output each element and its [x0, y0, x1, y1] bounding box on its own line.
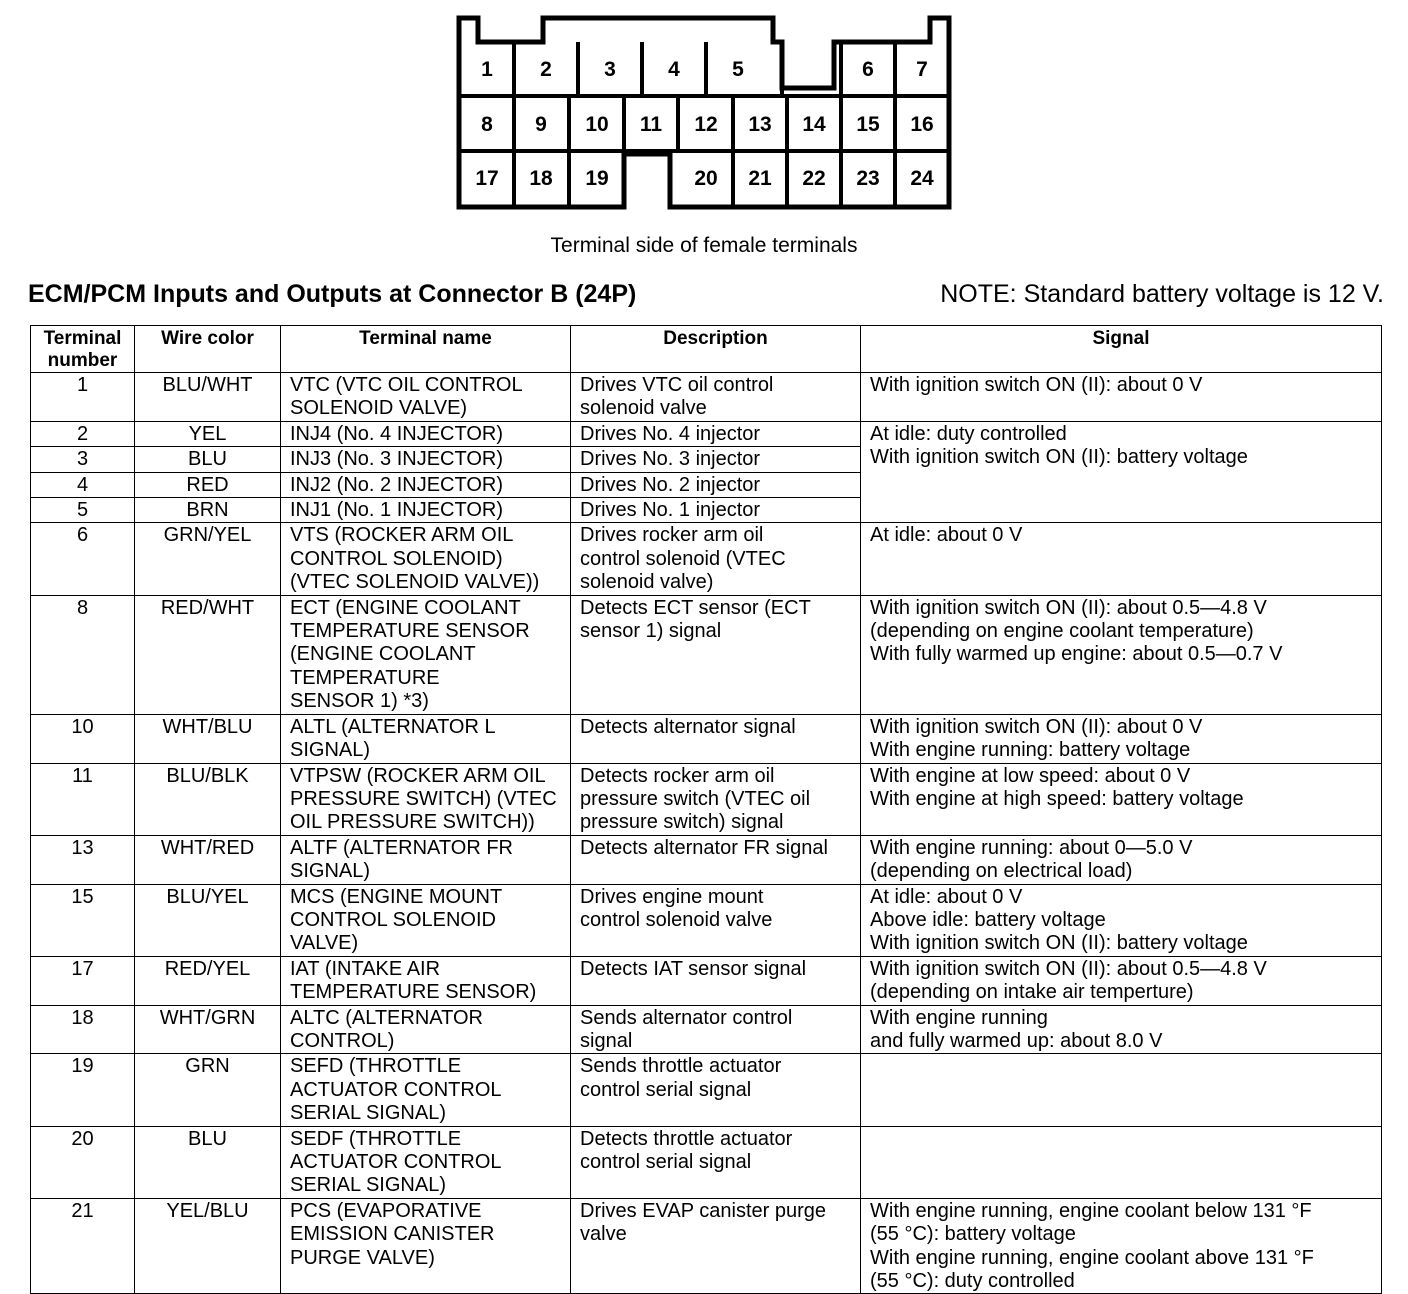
- wire-color: GRN/YEL: [135, 523, 281, 595]
- col-header-description: Description: [571, 326, 861, 373]
- signal: With engine running, engine coolant below 131 °F (55 °C): battery voltage With engine running, engine coolant above 131 °F (55 °C): duty controlled: [861, 1198, 1382, 1294]
- pin-label: 15: [856, 113, 880, 136]
- pin-label: 4: [668, 58, 680, 81]
- terminal-name: VTPSW (ROCKER ARM OIL PRESSURE SWITCH) (VTEC OIL PRESSURE SWITCH)): [281, 763, 571, 835]
- wire-color: YEL: [135, 421, 281, 446]
- wire-color: BLU: [135, 447, 281, 472]
- terminal-name: MCS (ENGINE MOUNT CONTROL SOLENOID VALVE): [281, 884, 571, 956]
- pin-label: 8: [481, 113, 493, 136]
- description: Detects alternator FR signal: [571, 835, 861, 884]
- terminal-name: INJ1 (No. 1 INJECTOR): [281, 498, 571, 523]
- description: Drives VTC oil control solenoid valve: [571, 373, 861, 422]
- terminal-name: ALTF (ALTERNATOR FR SIGNAL): [281, 835, 571, 884]
- terminal-name: ALTL (ALTERNATOR L SIGNAL): [281, 714, 571, 763]
- description: Drives engine mount control solenoid valve: [571, 884, 861, 956]
- pin-label: 16: [910, 113, 934, 136]
- terminal-number: 21: [31, 1198, 135, 1294]
- wire-color: RED: [135, 472, 281, 497]
- terminal-number: 4: [31, 472, 135, 497]
- pin-label: 5: [732, 58, 744, 81]
- pin-label: 10: [585, 113, 609, 136]
- signal: With ignition switch ON (II): about 0.5—4.8 V (depending on engine coolant temperature) With fully warmed up engine: about 0.5—0.7 V: [861, 595, 1382, 714]
- pin-label: 6: [862, 58, 874, 81]
- terminal-number: 18: [31, 1005, 135, 1054]
- pin-label: 12: [694, 113, 718, 136]
- wire-color: RED/YEL: [135, 956, 281, 1005]
- pin-label: 2: [540, 58, 552, 81]
- wire-color: WHT/BLU: [135, 714, 281, 763]
- voltage-note: NOTE: Standard battery voltage is 12 V.: [940, 280, 1384, 308]
- description: Detects IAT sensor signal: [571, 956, 861, 1005]
- pin-label: 20: [694, 167, 718, 190]
- wire-color: YEL/BLU: [135, 1198, 281, 1294]
- signal: [861, 1054, 1382, 1126]
- signal: At idle: about 0 V: [861, 523, 1382, 595]
- terminal-number: 8: [31, 595, 135, 714]
- wire-color: BLU/YEL: [135, 884, 281, 956]
- terminal-number: 3: [31, 447, 135, 472]
- table-row: [31, 884, 1382, 956]
- description: Sends throttle actuator control serial signal: [571, 1054, 861, 1126]
- col-header-terminal-name: Terminal name: [281, 326, 571, 373]
- terminal-number: 1: [31, 373, 135, 422]
- wire-color: BLU/WHT: [135, 373, 281, 422]
- wire-color: WHT/GRN: [135, 1005, 281, 1054]
- wire-color: BLU: [135, 1126, 281, 1198]
- terminal-name: IAT (INTAKE AIR TEMPERATURE SENSOR): [281, 956, 571, 1005]
- pin-label: 24: [910, 167, 934, 190]
- table-row: [31, 1005, 1382, 1054]
- table-row: [31, 956, 1382, 1005]
- pin-label: 1: [481, 58, 493, 81]
- signal: [861, 1126, 1382, 1198]
- table-row: [31, 421, 1382, 446]
- terminal-number: 5: [31, 498, 135, 523]
- signal: With engine at low speed: about 0 V With engine at high speed: battery voltage: [861, 763, 1382, 835]
- terminal-name: SEFD (THROTTLE ACTUATOR CONTROL SERIAL SIGNAL): [281, 1054, 571, 1126]
- pin-label: 18: [529, 167, 553, 190]
- description: Drives No. 4 injector: [571, 421, 861, 446]
- pin-label: 7: [916, 58, 928, 81]
- description: Drives No. 1 injector: [571, 498, 861, 523]
- terminal-number: 20: [31, 1126, 135, 1198]
- pin-label: 9: [535, 113, 547, 136]
- table-row: [31, 1054, 1382, 1126]
- io-table: [30, 325, 1382, 1294]
- wire-color: GRN: [135, 1054, 281, 1126]
- page-title: ECM/PCM Inputs and Outputs at Connector B (24P): [28, 280, 637, 308]
- pin-label: 14: [802, 113, 826, 136]
- pin-label: 23: [856, 167, 880, 190]
- col-header-terminal-number: Terminal number: [31, 326, 135, 373]
- table-row: [31, 595, 1382, 714]
- pin-label: 3: [604, 58, 616, 81]
- terminal-number: 19: [31, 1054, 135, 1126]
- terminal-number: 6: [31, 523, 135, 595]
- terminal-number: 15: [31, 884, 135, 956]
- terminal-name: INJ2 (No. 2 INJECTOR): [281, 472, 571, 497]
- table-header-row: [31, 326, 1382, 373]
- terminal-number: 10: [31, 714, 135, 763]
- description: Detects rocker arm oil pressure switch (VTEC oil pressure switch) signal: [571, 763, 861, 835]
- terminal-name: ALTC (ALTERNATOR CONTROL): [281, 1005, 571, 1054]
- pin-label: 21: [748, 167, 772, 190]
- terminal-name: INJ4 (No. 4 INJECTOR): [281, 421, 571, 446]
- signal: With ignition switch ON (II): about 0.5—4.8 V (depending on intake air temperture): [861, 956, 1382, 1005]
- terminal-name: VTS (ROCKER ARM OIL CONTROL SOLENOID) (VTEC SOLENOID VALVE)): [281, 523, 571, 595]
- description: Drives No. 3 injector: [571, 447, 861, 472]
- pin-label: 13: [748, 113, 772, 136]
- signal: With engine running and fully warmed up: about 8.0 V: [861, 1005, 1382, 1054]
- terminal-name: PCS (EVAPORATIVE EMISSION CANISTER PURGE VALVE): [281, 1198, 571, 1294]
- terminal-number: 13: [31, 835, 135, 884]
- terminal-number: 2: [31, 421, 135, 446]
- signal: At idle: about 0 V Above idle: battery voltage With ignition switch ON (II): battery voltage: [861, 884, 1382, 956]
- wire-color: BLU/BLK: [135, 763, 281, 835]
- col-header-signal: Signal: [861, 326, 1382, 373]
- terminal-name: SEDF (THROTTLE ACTUATOR CONTROL SERIAL SIGNAL): [281, 1126, 571, 1198]
- pin-label: 19: [585, 167, 609, 190]
- terminal-name: VTC (VTC OIL CONTROL SOLENOID VALVE): [281, 373, 571, 422]
- table-row: [31, 835, 1382, 884]
- table-row: [31, 373, 1382, 422]
- table-row: [31, 1198, 1382, 1294]
- description: Sends alternator control signal: [571, 1005, 861, 1054]
- description: Drives EVAP canister purge valve: [571, 1198, 861, 1294]
- pin-label: 11: [639, 113, 663, 136]
- signal: With ignition switch ON (II): about 0 V: [861, 373, 1382, 422]
- description: Drives rocker arm oil control solenoid (VTEC solenoid valve): [571, 523, 861, 595]
- connector-caption: Terminal side of female terminals: [550, 234, 858, 257]
- table-row: [31, 523, 1382, 595]
- description: Detects alternator signal: [571, 714, 861, 763]
- description: Drives No. 2 injector: [571, 472, 861, 497]
- table-row: [31, 714, 1382, 763]
- wire-color: BRN: [135, 498, 281, 523]
- wire-color: WHT/RED: [135, 835, 281, 884]
- col-header-wire-color: Wire color: [135, 326, 281, 373]
- terminal-name: ECT (ENGINE COOLANT TEMPERATURE SENSOR (ENGINE COOLANT TEMPERATURE SENSOR 1) *3): [281, 595, 571, 714]
- terminal-name: INJ3 (No. 3 INJECTOR): [281, 447, 571, 472]
- connector-diagram: [0, 0, 1408, 230]
- signal: With engine running: about 0—5.0 V (depending on electrical load): [861, 835, 1382, 884]
- signal: At idle: duty controlled With ignition switch ON (II): battery voltage: [861, 421, 1382, 523]
- table-row: [31, 1126, 1382, 1198]
- terminal-number: 11: [31, 763, 135, 835]
- table-row: [31, 763, 1382, 835]
- wire-color: RED/WHT: [135, 595, 281, 714]
- terminal-number: 17: [31, 956, 135, 1005]
- pin-label: 22: [802, 167, 826, 190]
- description: Detects ECT sensor (ECT sensor 1) signal: [571, 595, 861, 714]
- description: Detects throttle actuator control serial signal: [571, 1126, 861, 1198]
- pin-label: 17: [475, 167, 499, 190]
- signal: With ignition switch ON (II): about 0 V With engine running: battery voltage: [861, 714, 1382, 763]
